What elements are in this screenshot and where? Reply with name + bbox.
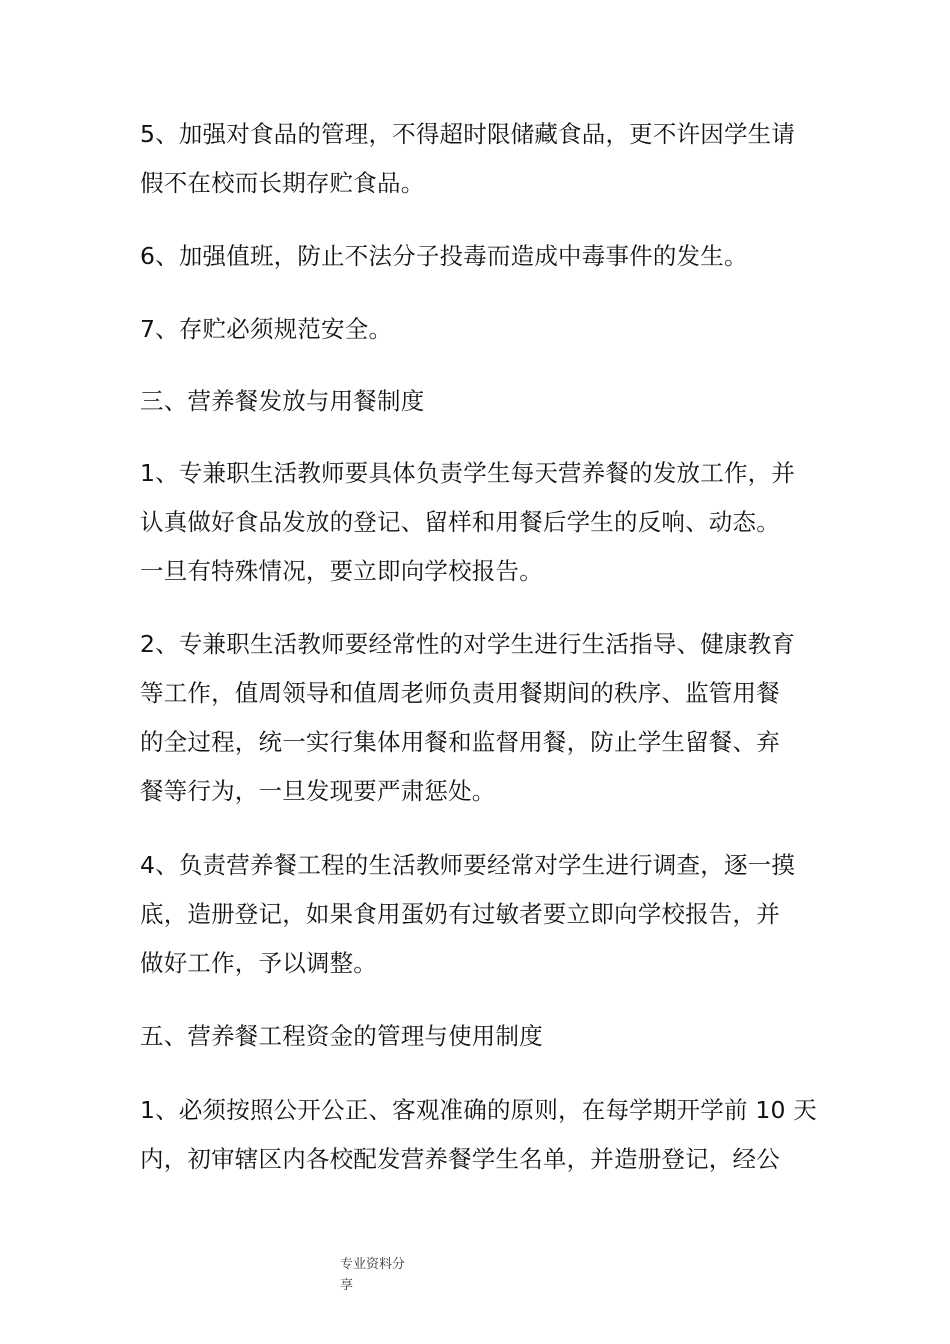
- paragraph-section3-item-2: [140, 620, 840, 816]
- text-line: 1、必须按照公开公正、客观准确的原则，在每学期开学前 10 天: [140, 1096, 817, 1124]
- text-line: 6、加强值班，防止不法分子投毒而造成中毒事件的发生。: [140, 242, 748, 270]
- heading-text: 三、营养餐发放与用餐制度: [140, 387, 425, 415]
- text-line: 认真做好食品发放的登记、留样和用餐后学生的反响、动态。: [140, 508, 780, 536]
- heading-text: 五、营养餐工程资金的管理与使用制度: [140, 1022, 543, 1050]
- text-line: 等工作，值周领导和值周老师负责用餐期间的秩序、监管用餐: [140, 679, 780, 707]
- section-heading-5: [140, 1012, 840, 1061]
- paragraph-section3-item-1: [140, 449, 840, 596]
- paragraph-section3-item-4: [140, 841, 840, 988]
- paragraph-section5-item-1: [140, 1086, 840, 1184]
- footer-line: 专业资料分: [340, 1257, 406, 1272]
- text-line: 1、专兼职生活教师要具体负责学生每天营养餐的发放工作，并: [140, 459, 796, 487]
- text-line: 2、专兼职生活教师要经常性的对学生进行生活指导、健康教育: [140, 630, 796, 658]
- text-line: 假不在校而长期存贮食品。: [140, 169, 425, 197]
- text-line: 做好工作，予以调整。: [140, 949, 377, 977]
- paragraph-item-5: [140, 110, 840, 208]
- text-line: 餐等行为，一旦发现要严肃惩处。: [140, 777, 496, 805]
- section-heading-3: [140, 377, 840, 426]
- footer-line: 享: [340, 1278, 354, 1293]
- text-line: 7、存贮必须规范安全。: [140, 315, 393, 343]
- text-line: 5、加强对食品的管理，不得超时限储藏食品，更不许因学生请: [140, 120, 796, 148]
- page-footer: [340, 1254, 405, 1296]
- text-line: 内，初审辖区内各校配发营养餐学生名单，并造册登记，经公: [140, 1145, 780, 1173]
- text-line: 4、负责营养餐工程的生活教师要经常对学生进行调查，逐一摸: [140, 851, 796, 879]
- paragraph-item-6: [140, 232, 840, 281]
- text-line: 的全过程，统一实行集体用餐和监督用餐，防止学生留餐、弃: [140, 728, 780, 756]
- text-line: 一旦有特殊情况，要立即向学校报告。: [140, 557, 543, 585]
- text-line: 底，造册登记，如果食用蛋奶有过敏者要立即向学校报告，并: [140, 900, 780, 928]
- paragraph-item-7: [140, 305, 840, 354]
